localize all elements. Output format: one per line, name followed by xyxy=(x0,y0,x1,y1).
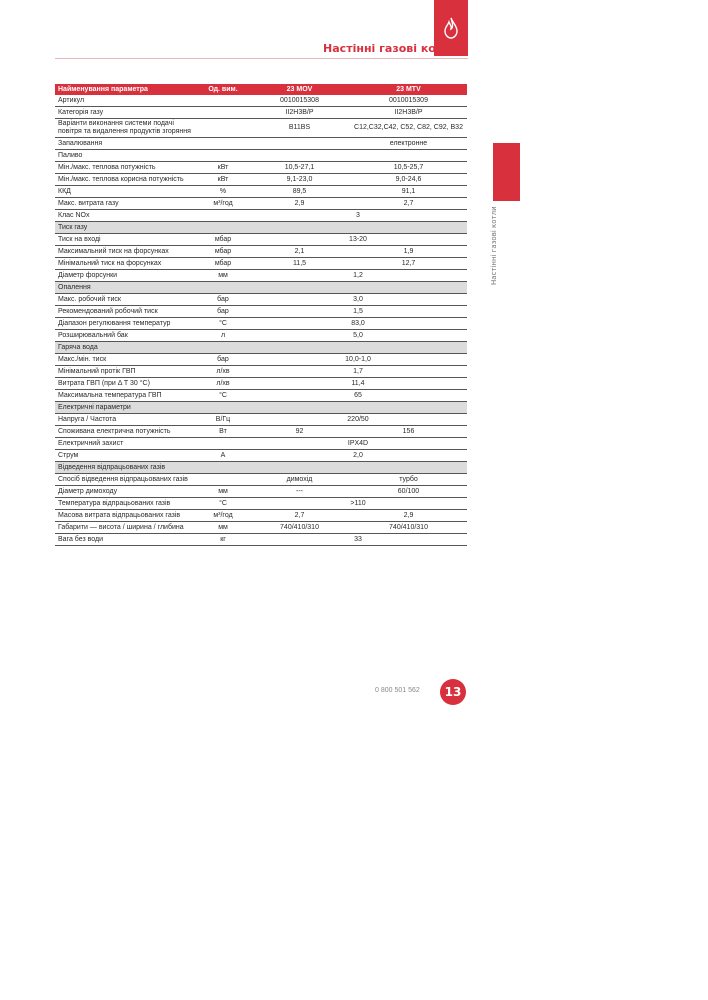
header-divider xyxy=(55,58,468,59)
table-row xyxy=(55,162,467,174)
table-row xyxy=(55,510,467,522)
column-header-23mov: 23 MOV xyxy=(249,84,350,95)
param-unit: мм xyxy=(197,270,249,282)
param-unit xyxy=(197,95,249,107)
value-23mtv: 2,9 xyxy=(350,510,467,522)
spec-table xyxy=(55,84,467,546)
value-23mtv xyxy=(350,150,467,162)
param-name: Максимальна температура ГВП xyxy=(55,390,197,402)
value-23mtv: 2,7 xyxy=(350,198,467,210)
param-value: 83,0 xyxy=(249,318,467,330)
param-name: Мін./макс. теплова корисна потужність xyxy=(55,174,197,186)
table-row xyxy=(55,366,467,378)
param-unit: м³/год xyxy=(197,198,249,210)
param-name: Габарити — висота / ширина / глибина xyxy=(55,522,197,534)
param-value: 13-20 xyxy=(249,234,467,246)
param-unit: °С xyxy=(197,318,249,330)
param-value: 3 xyxy=(249,210,467,222)
page-title: Настінні газові котли xyxy=(323,42,458,55)
param-name: Мін./макс. теплова потужність xyxy=(55,162,197,174)
value-23mov xyxy=(249,138,350,150)
table-row xyxy=(55,354,467,366)
param-value: 2,0 xyxy=(249,450,467,462)
section-title: Електричні параметри xyxy=(55,402,467,414)
param-name: Макс./мін. тиск xyxy=(55,354,197,366)
param-name: Споживана електрична потужність xyxy=(55,426,197,438)
param-name: Діапазон регулювання температур xyxy=(55,318,197,330)
side-section-label: Настінні газові котли xyxy=(490,206,498,285)
param-unit xyxy=(197,150,249,162)
param-unit: л xyxy=(197,330,249,342)
param-value: 33 xyxy=(249,534,467,546)
table-row xyxy=(55,414,467,426)
value-23mov: 2,9 xyxy=(249,198,350,210)
value-23mtv: C12,C32,C42, C52, C82, C92, B32 xyxy=(350,119,467,138)
param-name: Розширювальний бак xyxy=(55,330,197,342)
table-row xyxy=(55,95,467,107)
param-name: ККД xyxy=(55,186,197,198)
value-23mov: 92 xyxy=(249,426,350,438)
param-unit: бар xyxy=(197,306,249,318)
param-name: Струм xyxy=(55,450,197,462)
param-unit xyxy=(197,107,249,119)
param-unit: м³/год xyxy=(197,510,249,522)
section-row xyxy=(55,462,467,474)
value-23mov: димохід xyxy=(249,474,350,486)
table-row xyxy=(55,174,467,186)
param-name: Категорія газу xyxy=(55,107,197,119)
value-23mov: 2,7 xyxy=(249,510,350,522)
param-name: Тиск на вході xyxy=(55,234,197,246)
section-title: Опалення xyxy=(55,282,467,294)
table-row xyxy=(55,318,467,330)
param-unit: мм xyxy=(197,486,249,498)
param-unit xyxy=(197,474,249,486)
param-name: Клас NOx xyxy=(55,210,197,222)
table-row xyxy=(55,486,467,498)
param-name: Паливо xyxy=(55,150,197,162)
param-name: Електричний захист xyxy=(55,438,197,450)
value-23mtv: 10,5-25,7 xyxy=(350,162,467,174)
param-unit: мм xyxy=(197,522,249,534)
table-row xyxy=(55,450,467,462)
value-23mtv: 91,1 xyxy=(350,186,467,198)
section-title: Тиск газу xyxy=(55,222,467,234)
param-name: Запалювання xyxy=(55,138,197,150)
param-value: 1,2 xyxy=(249,270,467,282)
table-row xyxy=(55,378,467,390)
table-header-row xyxy=(55,84,467,95)
column-header-parameter: Найменування параметра xyxy=(55,84,197,95)
param-value: 3,0 xyxy=(249,294,467,306)
page-number-badge: 13 xyxy=(440,679,466,705)
param-unit: °С xyxy=(197,498,249,510)
table-row xyxy=(55,426,467,438)
param-name: Мінімальний тиск на форсунках xyxy=(55,258,197,270)
param-unit: Вт xyxy=(197,426,249,438)
param-name: Мінімальний протік ГВП xyxy=(55,366,197,378)
table-row xyxy=(55,306,467,318)
section-row xyxy=(55,282,467,294)
table-row xyxy=(55,390,467,402)
param-value: 65 xyxy=(249,390,467,402)
param-value: IPX4D xyxy=(249,438,467,450)
param-name: Спосіб відведення відпрацьованих газів xyxy=(55,474,197,486)
value-23mtv: 0010015309 xyxy=(350,95,467,107)
table-row xyxy=(55,474,467,486)
table-row xyxy=(55,294,467,306)
value-23mtv: турбо xyxy=(350,474,467,486)
param-name: Діаметр димоходу xyxy=(55,486,197,498)
value-23mtv: 156 xyxy=(350,426,467,438)
section-row xyxy=(55,222,467,234)
value-23mov: 0010015308 xyxy=(249,95,350,107)
value-23mtv: 60/100 xyxy=(350,486,467,498)
param-name: Варіанти виконання системи подачі повітря та видалення продуктів згоряння xyxy=(55,119,197,138)
param-unit: мбар xyxy=(197,258,249,270)
param-unit xyxy=(197,138,249,150)
param-unit: кг xyxy=(197,534,249,546)
section-title: Відведення відпрацьованих газів xyxy=(55,462,467,474)
table-row xyxy=(55,119,467,138)
table-row xyxy=(55,330,467,342)
param-unit: л/хв xyxy=(197,378,249,390)
flame-icon xyxy=(444,17,458,39)
side-tab-marker xyxy=(493,143,520,201)
value-23mtv: 1,9 xyxy=(350,246,467,258)
value-23mtv: електронне xyxy=(350,138,467,150)
param-name: Діаметр форсунки xyxy=(55,270,197,282)
param-unit: л/хв xyxy=(197,366,249,378)
value-23mov: --- xyxy=(249,486,350,498)
param-unit: мбар xyxy=(197,234,249,246)
value-23mov: B11BS xyxy=(249,119,350,138)
param-name: Макс. робочий тиск xyxy=(55,294,197,306)
table-row xyxy=(55,138,467,150)
value-23mov: 11,5 xyxy=(249,258,350,270)
section-title: Гаряча вода xyxy=(55,342,467,354)
param-value: >110 xyxy=(249,498,467,510)
value-23mtv: 9,0-24,6 xyxy=(350,174,467,186)
param-unit: А xyxy=(197,450,249,462)
param-value: 1,7 xyxy=(249,366,467,378)
value-23mov: 740/410/310 xyxy=(249,522,350,534)
param-value: 220/50 xyxy=(249,414,467,426)
column-header-23mtv: 23 MTV xyxy=(350,84,467,95)
table-row xyxy=(55,210,467,222)
value-23mov: 2,1 xyxy=(249,246,350,258)
param-unit: кВт xyxy=(197,162,249,174)
param-unit: % xyxy=(197,186,249,198)
table-row xyxy=(55,246,467,258)
param-unit xyxy=(197,438,249,450)
value-23mov: 9,1-23,0 xyxy=(249,174,350,186)
param-value: 5,0 xyxy=(249,330,467,342)
spec-table-body xyxy=(55,95,467,546)
param-name: Температура відпрацьованих газів xyxy=(55,498,197,510)
param-unit: кВт xyxy=(197,174,249,186)
value-23mtv: II2H3B/P xyxy=(350,107,467,119)
section-row xyxy=(55,402,467,414)
value-23mov: 89,5 xyxy=(249,186,350,198)
table-row xyxy=(55,534,467,546)
footer-phone: 0 800 501 562 xyxy=(375,687,420,694)
param-name: Макс. витрата газу xyxy=(55,198,197,210)
param-name: Рекомендований робочий тиск xyxy=(55,306,197,318)
param-unit: В/Гц xyxy=(197,414,249,426)
param-value: 11,4 xyxy=(249,378,467,390)
section-row xyxy=(55,342,467,354)
table-row xyxy=(55,438,467,450)
table-row xyxy=(55,498,467,510)
table-row xyxy=(55,234,467,246)
table-row xyxy=(55,258,467,270)
table-row xyxy=(55,198,467,210)
param-unit xyxy=(197,210,249,222)
param-name: Максимальний тиск на форсунках xyxy=(55,246,197,258)
table-row xyxy=(55,107,467,119)
table-row xyxy=(55,522,467,534)
value-23mtv: 12,7 xyxy=(350,258,467,270)
param-name: Масова витрата відпрацьованих газів xyxy=(55,510,197,522)
param-unit: бар xyxy=(197,294,249,306)
value-23mov: II2H3B/P xyxy=(249,107,350,119)
param-unit: бар xyxy=(197,354,249,366)
table-row xyxy=(55,270,467,282)
param-name: Напруга / Частота xyxy=(55,414,197,426)
column-header-unit: Од. вим. xyxy=(197,84,249,95)
value-23mov xyxy=(249,150,350,162)
value-23mtv: 740/410/310 xyxy=(350,522,467,534)
param-name: Артикул xyxy=(55,95,197,107)
param-value: 1,5 xyxy=(249,306,467,318)
param-name: Витрата ГВП (при Δ T 30 °С) xyxy=(55,378,197,390)
table-row xyxy=(55,150,467,162)
param-value: 10,0-1,0 xyxy=(249,354,467,366)
param-name: Вага без води xyxy=(55,534,197,546)
value-23mov: 10,5-27,1 xyxy=(249,162,350,174)
param-unit: мбар xyxy=(197,246,249,258)
param-unit: °С xyxy=(197,390,249,402)
param-unit xyxy=(197,119,249,138)
table-row xyxy=(55,186,467,198)
